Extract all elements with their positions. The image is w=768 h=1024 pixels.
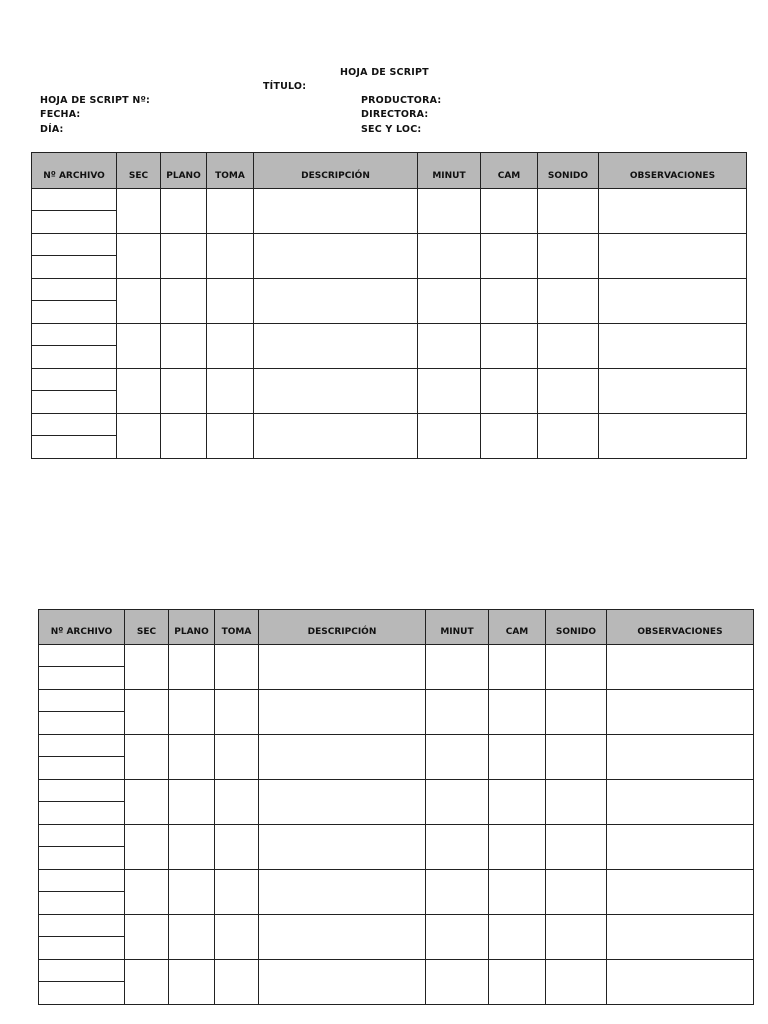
sec-cell[interactable] [117, 324, 161, 369]
dia-label: DÍA: [40, 124, 64, 135]
toma-cell[interactable] [215, 690, 259, 735]
sonido-cell[interactable] [538, 279, 599, 324]
archivo-cell-bottom[interactable] [32, 346, 117, 369]
archivo-cell-bottom[interactable] [32, 256, 117, 279]
sonido-cell[interactable] [546, 825, 607, 870]
cam-cell[interactable] [489, 645, 546, 690]
table-row [32, 234, 747, 256]
sec-cell[interactable] [125, 825, 169, 870]
descripcion-cell[interactable] [259, 780, 426, 825]
minut-cell[interactable] [418, 234, 481, 279]
minut-cell[interactable] [426, 780, 489, 825]
column-header-plano: PLANO [161, 153, 207, 189]
minut-cell[interactable] [426, 915, 489, 960]
toma-cell[interactable] [207, 279, 254, 324]
sheet-title: HOJA DE SCRIPT [340, 67, 429, 78]
cam-cell[interactable] [489, 870, 546, 915]
archivo-cell-bottom[interactable] [39, 982, 125, 1005]
column-header-cam: CAM [489, 610, 546, 645]
toma-cell[interactable] [207, 324, 254, 369]
archivo-cell-top[interactable] [32, 189, 117, 211]
sonido-cell[interactable] [546, 735, 607, 780]
plano-cell[interactable] [161, 369, 207, 414]
toma-cell[interactable] [215, 735, 259, 780]
sec-cell[interactable] [125, 960, 169, 1005]
observaciones-cell[interactable] [607, 915, 754, 960]
sonido-cell[interactable] [538, 189, 599, 234]
observaciones-cell[interactable] [607, 960, 754, 1005]
observaciones-cell[interactable] [599, 234, 747, 279]
column-header-sec: SEC [117, 153, 161, 189]
sec-cell[interactable] [117, 234, 161, 279]
archivo-cell-top[interactable] [39, 735, 125, 757]
column-header-archivo: Nº ARCHIVO [32, 153, 117, 189]
archivo-cell-bottom[interactable] [32, 436, 117, 459]
descripcion-cell[interactable] [254, 324, 418, 369]
sonido-cell[interactable] [538, 414, 599, 459]
minut-cell[interactable] [418, 369, 481, 414]
plano-cell[interactable] [169, 645, 215, 690]
sonido-cell[interactable] [546, 870, 607, 915]
toma-cell[interactable] [207, 369, 254, 414]
column-header-minut: MINUT [418, 153, 481, 189]
sonido-cell[interactable] [546, 915, 607, 960]
archivo-cell-bottom[interactable] [39, 712, 125, 735]
sheet-number-label: HOJA DE SCRIPT Nº: [40, 95, 151, 106]
archivo-cell-top[interactable] [32, 234, 117, 256]
table-row [39, 735, 754, 757]
plano-cell[interactable] [161, 279, 207, 324]
observaciones-cell[interactable] [607, 645, 754, 690]
table-row [39, 645, 754, 667]
minut-cell[interactable] [418, 324, 481, 369]
toma-cell[interactable] [207, 234, 254, 279]
archivo-cell-top[interactable] [39, 870, 125, 892]
sec-loc-label: SEC Y LOC: [361, 124, 422, 135]
observaciones-cell[interactable] [599, 414, 747, 459]
minut-cell[interactable] [426, 735, 489, 780]
column-header-observaciones: OBSERVACIONES [599, 153, 747, 189]
observaciones-cell[interactable] [607, 690, 754, 735]
sonido-cell[interactable] [538, 234, 599, 279]
cam-cell[interactable] [489, 735, 546, 780]
plano-cell[interactable] [161, 414, 207, 459]
archivo-cell-top[interactable] [39, 960, 125, 982]
descripcion-cell[interactable] [259, 915, 426, 960]
sec-cell[interactable] [125, 870, 169, 915]
minut-cell[interactable] [426, 690, 489, 735]
archivo-cell-top[interactable] [39, 780, 125, 802]
column-header-toma: TOMA [207, 153, 254, 189]
toma-cell[interactable] [207, 414, 254, 459]
productora-label: PRODUCTORA: [361, 95, 442, 106]
minut-cell[interactable] [426, 870, 489, 915]
minut-cell[interactable] [426, 825, 489, 870]
descripcion-cell[interactable] [259, 690, 426, 735]
titulo-label: TÍTULO: [263, 81, 307, 92]
sonido-cell[interactable] [546, 690, 607, 735]
descripcion-cell[interactable] [254, 414, 418, 459]
observaciones-cell[interactable] [607, 735, 754, 780]
column-header-observaciones: OBSERVACIONES [607, 610, 754, 645]
observaciones-cell[interactable] [599, 324, 747, 369]
archivo-cell-bottom[interactable] [39, 892, 125, 915]
fecha-label: FECHA: [40, 109, 81, 120]
column-header-sonido: SONIDO [546, 610, 607, 645]
sec-cell[interactable] [117, 369, 161, 414]
minut-cell[interactable] [426, 960, 489, 1005]
toma-cell[interactable] [207, 189, 254, 234]
table-row [32, 189, 747, 211]
archivo-cell-top[interactable] [32, 279, 117, 301]
minut-cell[interactable] [418, 279, 481, 324]
toma-cell[interactable] [215, 825, 259, 870]
cam-cell[interactable] [481, 414, 538, 459]
cam-cell[interactable] [489, 690, 546, 735]
cam-cell[interactable] [489, 960, 546, 1005]
archivo-cell-bottom[interactable] [32, 301, 117, 324]
sonido-cell[interactable] [546, 960, 607, 1005]
archivo-cell-bottom[interactable] [39, 667, 125, 690]
archivo-cell-top[interactable] [39, 915, 125, 937]
table-row [39, 960, 754, 982]
plano-cell[interactable] [169, 690, 215, 735]
column-header-sonido: SONIDO [538, 153, 599, 189]
descripcion-cell[interactable] [254, 279, 418, 324]
descripcion-cell[interactable] [259, 960, 426, 1005]
minut-cell[interactable] [426, 645, 489, 690]
sec-cell[interactable] [125, 915, 169, 960]
cam-cell[interactable] [481, 234, 538, 279]
archivo-cell-top[interactable] [32, 414, 117, 436]
plano-cell[interactable] [161, 189, 207, 234]
sonido-cell[interactable] [546, 780, 607, 825]
plano-cell[interactable] [169, 960, 215, 1005]
archivo-cell-bottom[interactable] [32, 211, 117, 234]
archivo-cell-top[interactable] [39, 645, 125, 667]
plano-cell[interactable] [169, 735, 215, 780]
table-row [32, 414, 747, 436]
table-row [39, 780, 754, 802]
plano-cell[interactable] [161, 324, 207, 369]
archivo-cell-top[interactable] [32, 324, 117, 346]
observaciones-cell[interactable] [599, 279, 747, 324]
sec-cell[interactable] [125, 690, 169, 735]
sonido-cell[interactable] [546, 645, 607, 690]
column-header-archivo: Nº ARCHIVO [39, 610, 125, 645]
table-row [39, 690, 754, 712]
plano-cell[interactable] [169, 915, 215, 960]
descripcion-cell[interactable] [254, 189, 418, 234]
table-row [39, 870, 754, 892]
table-row [39, 915, 754, 937]
observaciones-cell[interactable] [599, 369, 747, 414]
archivo-cell-bottom[interactable] [39, 937, 125, 960]
sec-cell[interactable] [125, 735, 169, 780]
table-row [32, 369, 747, 391]
descripcion-cell[interactable] [259, 645, 426, 690]
observaciones-cell[interactable] [607, 825, 754, 870]
minut-cell[interactable] [418, 414, 481, 459]
archivo-cell-bottom[interactable] [39, 757, 125, 780]
column-header-descripcion: DESCRIPCIÓN [254, 153, 418, 189]
sec-cell[interactable] [117, 414, 161, 459]
minut-cell[interactable] [418, 189, 481, 234]
sec-cell[interactable] [125, 780, 169, 825]
plano-cell[interactable] [169, 825, 215, 870]
descripcion-cell[interactable] [259, 870, 426, 915]
sec-cell[interactable] [117, 279, 161, 324]
toma-cell[interactable] [215, 780, 259, 825]
column-header-minut: MINUT [426, 610, 489, 645]
toma-cell[interactable] [215, 960, 259, 1005]
cam-cell[interactable] [481, 369, 538, 414]
plano-cell[interactable] [169, 780, 215, 825]
descripcion-cell[interactable] [259, 825, 426, 870]
toma-cell[interactable] [215, 915, 259, 960]
column-header-sec: SEC [125, 610, 169, 645]
sec-cell[interactable] [117, 189, 161, 234]
cam-cell[interactable] [489, 825, 546, 870]
descripcion-cell[interactable] [254, 369, 418, 414]
table-row [32, 279, 747, 301]
column-header-cam: CAM [481, 153, 538, 189]
observaciones-cell[interactable] [607, 780, 754, 825]
cam-cell[interactable] [481, 324, 538, 369]
archivo-cell-top[interactable] [32, 369, 117, 391]
cam-cell[interactable] [481, 189, 538, 234]
toma-cell[interactable] [215, 645, 259, 690]
sonido-cell[interactable] [538, 324, 599, 369]
column-header-plano: PLANO [169, 610, 215, 645]
table-row [32, 324, 747, 346]
archivo-cell-top[interactable] [39, 690, 125, 712]
table-row [39, 825, 754, 847]
plano-cell[interactable] [169, 870, 215, 915]
script-table-1 [31, 152, 747, 459]
script-table-2 [38, 609, 754, 1005]
observaciones-cell[interactable] [607, 870, 754, 915]
cam-cell[interactable] [489, 780, 546, 825]
archivo-cell-bottom[interactable] [32, 391, 117, 414]
archivo-cell-bottom[interactable] [39, 847, 125, 870]
descripcion-cell[interactable] [254, 234, 418, 279]
sonido-cell[interactable] [538, 369, 599, 414]
column-header-toma: TOMA [215, 610, 259, 645]
cam-cell[interactable] [481, 279, 538, 324]
sec-cell[interactable] [125, 645, 169, 690]
descripcion-cell[interactable] [259, 735, 426, 780]
toma-cell[interactable] [215, 870, 259, 915]
archivo-cell-bottom[interactable] [39, 802, 125, 825]
column-header-descripcion: DESCRIPCIÓN [259, 610, 426, 645]
directora-label: DIRECTORA: [361, 109, 429, 120]
observaciones-cell[interactable] [599, 189, 747, 234]
archivo-cell-top[interactable] [39, 825, 125, 847]
plano-cell[interactable] [161, 234, 207, 279]
cam-cell[interactable] [489, 915, 546, 960]
